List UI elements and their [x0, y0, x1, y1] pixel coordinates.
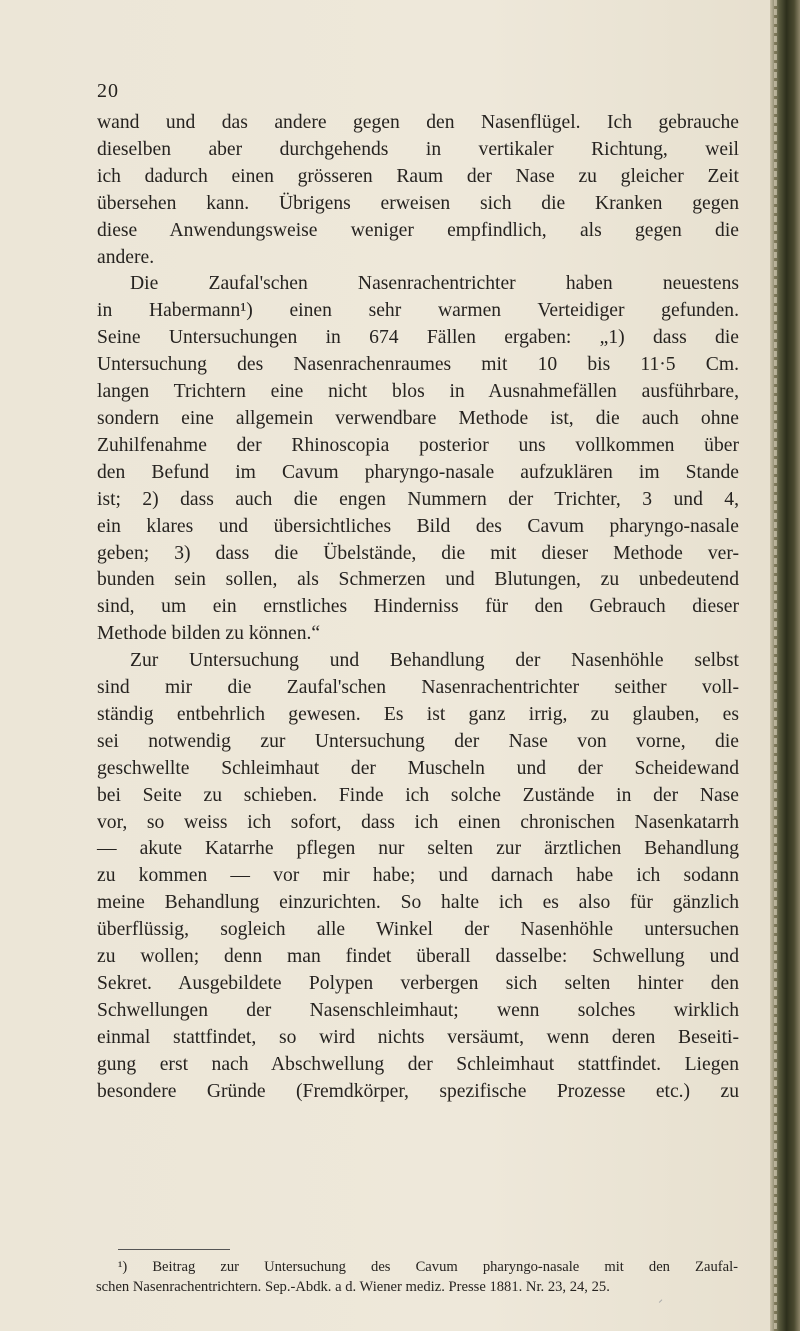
body-text — [97, 110, 739, 1106]
text-line: zu kommen — vor mir habe; und darnach habe ich sodann — [97, 865, 739, 887]
text-line: in Habermann¹) einen sehr warmen Verteidiger gefunden. — [97, 300, 739, 322]
text-line: Die Zaufal'schen Nasenrachentrichter haben neuestens — [130, 273, 739, 295]
text-line: geben; 3) dass die Übelstände, die mit dieser Methode ver- — [97, 542, 739, 564]
text-line: Seine Untersuchungen in 674 Fällen ergaben: „1) dass die — [97, 327, 739, 349]
footnote-line: schen Nasenrachentrichtern. Sep.-Abdk. a d. Wiener mediz. Presse 1881. Nr. 23, 24, 25. — [96, 1279, 610, 1295]
text-line: bei Seite zu schieben. Finde ich solche Zustände in der Nase — [97, 784, 739, 806]
book-binding-edge — [770, 0, 800, 1331]
text-line: Schwellungen der Nasenschleimhaut; wenn solches wirklich — [97, 999, 739, 1021]
text-line: meine Behandlung einzurichten. So halte ich es also für gänzlich — [97, 892, 739, 914]
text-line: bunden sein sollen, als Schmerzen und Blutungen, zu unbedeutend — [97, 569, 739, 591]
text-line: übersehen kann. Übrigens erweisen sich die Kranken gegen — [97, 192, 739, 214]
text-line: ist; 2) dass auch die engen Nummern der Trichter, 3 und 4, — [97, 488, 739, 510]
text-line: geschwellte Schleimhaut der Muscheln und der Scheidewand — [97, 757, 739, 779]
text-line: sind mir die Zaufal'schen Nasenrachentrichter seither voll- — [97, 677, 739, 699]
footnote-separator — [118, 1249, 230, 1250]
text-line: Zuhilfenahme der Rhinoscopia posterior uns vollkommen über — [97, 434, 739, 456]
text-line: andere. — [97, 246, 155, 268]
text-line: diese Anwendungsweise weniger empfindlich, als gegen die — [97, 219, 739, 241]
text-line: langen Trichtern eine nicht blos in Ausnahmefällen ausführbare, — [97, 381, 739, 403]
footnote-line: ¹) Beitrag zur Untersuchung des Cavum pharyngo-nasale mit den Zaufal- — [118, 1259, 738, 1275]
text-line: überflüssig, sogleich alle Winkel der Nasenhöhle untersuchen — [97, 919, 739, 941]
text-line: ich dadurch einen grösseren Raum der Nase zu gleicher Zeit — [97, 165, 739, 187]
footnotes — [96, 1257, 738, 1297]
text-line: Untersuchung des Nasenrachenraumes mit 10 bis 11·5 Cm. — [97, 354, 739, 376]
text-line: einmal stattfindet, so wird nichts versäumt, wenn deren Beseiti- — [97, 1026, 739, 1048]
text-line: Sekret. Ausgebildete Polypen verbergen sich selten hinter den — [97, 973, 739, 994]
text-line: den Befund im Cavum pharyngo-nasale aufzuklären im Stande — [97, 461, 739, 483]
text-line: Zur Untersuchung und Behandlung der Nasenhöhle selbst — [130, 650, 739, 672]
text-line: ständig entbehrlich gewesen. Es ist ganz irrig, zu glauben, es — [97, 703, 739, 725]
text-line: — akute Katarrhe pflegen nur selten zur ärztlichen Behandlung — [97, 838, 739, 860]
text-line: zu wollen; denn man findet überall dasselbe: Schwellung und — [97, 946, 739, 968]
page-number: 20 — [97, 80, 119, 102]
text-line: dieselben aber durchgehends in vertikaler Richtung, weil — [97, 138, 739, 160]
text-line: Methode bilden zu können.“ — [97, 623, 321, 645]
text-line: sei notwendig zur Untersuchung der Nase von vorne, die — [97, 730, 739, 752]
text-line: besondere Gründe (Fremdkörper, spezifische Prozesse etc.) zu — [97, 1080, 739, 1102]
text-line: vor, so weiss ich sofort, dass ich einen chronischen Nasenkatarrh — [97, 811, 739, 833]
text-line: wand und das andere gegen den Nasenflügel. Ich gebrauche — [97, 112, 739, 133]
text-line: sind, um ein ernstliches Hinderniss für den Gebrauch dieser — [97, 596, 739, 618]
text-line: gung erst nach Abschwellung der Schleimhaut stattfindet. Liegen — [97, 1053, 739, 1075]
text-line: sondern eine allgemein verwendbare Methode ist, die auch ohne — [97, 407, 739, 429]
text-line: ein klares und übersichtliches Bild des Cavum pharyngo-nasale — [97, 515, 739, 537]
page-mark — [659, 1299, 665, 1305]
